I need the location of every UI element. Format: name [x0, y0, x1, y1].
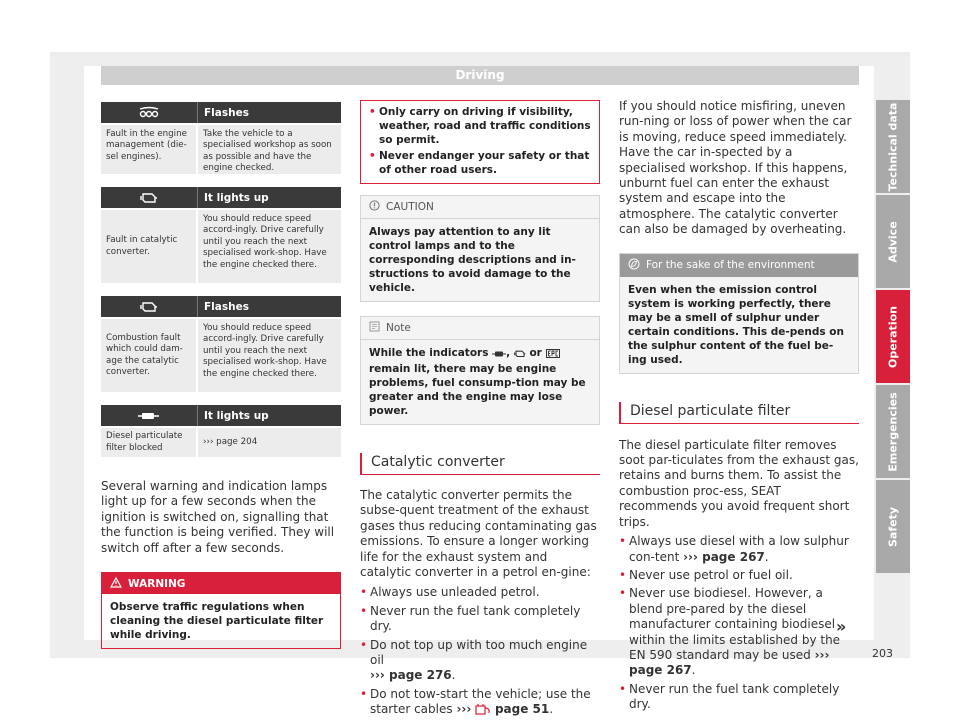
engine-check-icon — [101, 187, 198, 208]
side-tabs — [876, 100, 910, 575]
note-text-part: or — [529, 347, 542, 359]
diesel-filter-heading: Diesel particulate filter — [619, 402, 859, 424]
action-cell: Take the vehicle to a specialised workshop as soon as possible and have the engine checked. — [203, 129, 332, 174]
caution-text: Always pay attention to any lit control lamps and to the corresponding descriptions and in-structions to avoid damage to the vehicle. — [361, 219, 599, 301]
indicator-row — [101, 317, 341, 392]
note-text — [361, 340, 599, 424]
particulate-filter-icon — [492, 348, 506, 362]
warning-triangle-icon — [110, 577, 122, 591]
fault-cell: Combustion fault which could dam-age the catalytic converter. — [101, 319, 198, 392]
tab-technical-data[interactable] — [876, 100, 910, 193]
list-item-text: Do not tow-start the vehicle; use the starter cables — [370, 686, 591, 717]
environment-header — [620, 254, 858, 277]
indicator-table — [101, 102, 341, 174]
misfire-paragraph: If you should notice misfiring, uneven run-ning or loss of power when the car is moving, reduce speed immediately. Have the car in-spected by a specialised workshop. If this happens, unburnt fuel can enter the exhaust system and escape into the atmosphere. The catalytic converter can also be damaged by overheating. — [619, 99, 852, 237]
list-item: • Never run the fuel tank completely dry. — [619, 682, 859, 713]
action-cell: You should reduce speed accord-ingly. Drive carefully until you reach the next specialised work-shop. Have the engine checked there. — [203, 323, 327, 379]
note-icon — [369, 321, 380, 335]
catalytic-converter-heading: Catalytic converter — [360, 453, 600, 475]
page-ref-link[interactable]: ››› — [456, 702, 472, 717]
warning-title: WARNING — [128, 577, 186, 590]
warning-continuation-box — [360, 100, 600, 184]
fault-cell: Fault in catalytic converter. — [101, 210, 198, 283]
column-2 — [360, 100, 600, 720]
starter-cables-icon — [475, 703, 491, 719]
epc-icon — [546, 348, 560, 362]
tab-label: Emergencies — [886, 391, 900, 472]
list-item: • Always use diesel with a low sulphur con-tent ››› page 267. — [619, 534, 859, 565]
page-ref-link[interactable]: ››› page 204 — [203, 436, 258, 447]
tab-advice[interactable] — [876, 195, 910, 288]
column-3 — [619, 99, 859, 713]
indicator-state: It lights up — [204, 409, 269, 422]
catalytic-intro: The catalytic converter permits the subse-quent treatment of the exhaust gases thus reducing contaminating gas emissions. To ensure a longer working life for the exhaust system and catalytic converter in a petrol en-gine: — [360, 488, 597, 580]
engine-check-icon — [101, 296, 198, 317]
list-item: • Never use biodiesel. However, a blend pre-pared by the diesel manufacturer containing biodiesel within the limits established by the EN 590 standard may be used ››› page 267. — [619, 586, 859, 678]
environment-box — [619, 253, 859, 374]
page-number: 203 — [872, 647, 893, 660]
leaf-icon — [628, 258, 640, 273]
note-title: Note — [386, 322, 411, 334]
list-item-text: Always use diesel with a low sulphur con-tent — [629, 534, 849, 564]
caution-header — [361, 196, 599, 219]
environment-title: For the sake of the environment — [646, 259, 815, 272]
page-ref-link[interactable]: ››› page 276 — [370, 668, 452, 683]
catalytic-list — [360, 585, 600, 719]
column-1 — [101, 102, 341, 649]
chapter-header — [101, 66, 859, 85]
indicator-header — [101, 296, 341, 317]
page-ref-link[interactable]: page 51 — [494, 702, 550, 717]
warning-header — [102, 573, 340, 594]
indicator-state: It lights up — [204, 191, 269, 204]
lamp-check-paragraph: Several warning and indication lamps light up for a few seconds when the ignition is switched on, signalling that the function is being verified. They will switch off after a few seconds. — [101, 479, 335, 555]
indicator-header — [101, 187, 341, 208]
list-item: • Do not tow-start the vehicle; use the starter cables ››› page 51. — [360, 687, 600, 720]
page-ref-link[interactable]: ››› page 267 — [683, 549, 765, 564]
indicator-row — [101, 123, 341, 174]
note-header — [361, 317, 599, 340]
engine-lamp-icon — [101, 102, 198, 123]
tab-label: Safety — [886, 506, 900, 547]
page-ref-link[interactable]: ››› page 267 — [629, 647, 830, 678]
list-item-text: Never use biodiesel. However, a blend pre-pared by the diesel manufacturer containing biodiesel within the limits established by the EN 590 standard may be used — [629, 586, 841, 662]
engine-check-icon — [514, 348, 526, 362]
note-text-part: , — [506, 347, 511, 359]
caution-box — [360, 195, 600, 302]
particulate-filter-icon — [101, 405, 198, 426]
list-item: • Never use petrol or fuel oil. — [619, 568, 859, 583]
chapter-title: Driving — [455, 68, 505, 82]
tab-operation[interactable] — [876, 290, 910, 383]
list-item-text: Do not top up with too much engine oil — [370, 637, 588, 668]
fault-cell: Diesel particulate filter blocked — [101, 428, 198, 457]
indicator-table — [101, 187, 341, 283]
indicator-row — [101, 208, 341, 283]
note-box — [360, 316, 600, 425]
warning-box — [101, 572, 341, 649]
caution-title: CAUTION — [386, 201, 434, 213]
fault-cell: Fault in the engine management (die-sel engines). — [101, 125, 198, 174]
indicator-state: Flashes — [204, 300, 249, 313]
dpf-intro: The diesel particulate filter removes soot par-ticulates from the exhaust gas, retains and burns them. To assist the combustion proc-ess, SEAT recommends you avoid frequent short trips. — [619, 437, 859, 529]
tab-label: Technical data — [886, 102, 900, 191]
list-item: • Never endanger your safety or that of other road users. — [369, 149, 591, 177]
list-item: • Only carry on driving if visibility, weather, road and traffic conditions so permit. — [369, 105, 591, 147]
indicator-row — [101, 426, 341, 457]
continued-marker: » — [836, 617, 847, 636]
note-text-part: While the indicators — [369, 347, 489, 359]
list-item: • Never run the fuel tank completely dry. — [360, 604, 600, 635]
list-item: • Always use unleaded petrol. — [360, 585, 600, 600]
note-text-part: remain lit, there may be engine problems, fuel consump-tion may be greater and the engine may lose power. — [369, 363, 586, 417]
caution-icon — [369, 200, 380, 214]
tab-emergencies[interactable] — [876, 385, 910, 478]
tab-label: Operation — [886, 305, 900, 368]
environment-text: Even when the emission control system is working perfectly, there may be a smell of sulphur under certain conditions. This de-pends on the sulphur content of the fuel be-ing used. — [620, 277, 858, 373]
warning-text: Observe traffic regulations when cleaning the diesel particulate filter while driving. — [110, 601, 324, 642]
indicator-header — [101, 102, 341, 123]
indicator-table — [101, 405, 341, 457]
indicator-state: Flashes — [204, 106, 249, 119]
list-item: • Do not top up with too much engine oil ››› page 276. — [360, 638, 600, 684]
indicator-table — [101, 296, 341, 392]
tab-label: Advice — [886, 220, 900, 263]
indicator-header — [101, 405, 341, 426]
action-cell: You should reduce speed accord-ingly. Drive carefully until you reach the next specialised work-shop. Have the engine checked there. — [203, 214, 327, 270]
dpf-list — [619, 534, 859, 712]
tab-safety[interactable] — [876, 480, 910, 573]
